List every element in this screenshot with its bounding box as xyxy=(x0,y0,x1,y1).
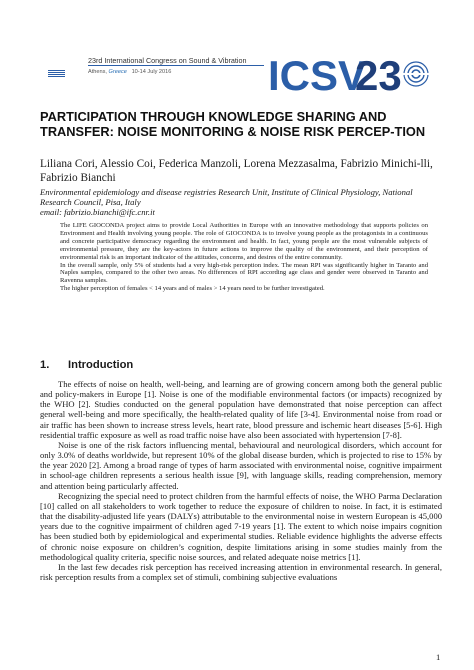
congress-header xyxy=(0,44,474,104)
paper-authors: Liliana Cori, Alessio Coi, Federica Manzoli, Lorena Mezzasalma, Fabrizio Minichi-lli, Fabrizio Bianchi xyxy=(40,158,433,184)
paper-title: PARTICIPATION THROUGH KNOWLEDGE SHARING AND TRANSFER: NOISE MONITORING & NOISE RISK PERCEP-TION xyxy=(40,109,426,139)
header-rule xyxy=(88,65,264,66)
body-text xyxy=(40,379,442,582)
page-number: 1 xyxy=(436,652,441,662)
congress-name: 23rd International Congress on Sound & Vibration xyxy=(88,56,247,65)
greek-flag-icon xyxy=(48,70,65,77)
congress-dates: 10-14 July 2016 xyxy=(131,69,172,75)
affiliation-block xyxy=(40,187,440,218)
body-paragraph: Noise is one of the risk factors influencing mental, behavioural and neurological disorders, which account for only 3.0% of deaths worldwide, but represent 10% of the global disease burden, which is projected to rise to 15% by the year 2020 [2]. Among a broad range of types of harm associated with environmental noise, cognitive impairment in school-age children represents a serious health issue [9], with language skills, reading comprehension, memory and attention being particularly affected. xyxy=(40,439,442,491)
section-heading xyxy=(40,359,133,371)
body-paragraph: Recognizing the special need to protect children from the harmful effects of noise, the WHO Parma Declaration [10] called on all stakeholders to work together to reduce the exposure of children to noise. In fact, it is estimated that the disability-adjusted life years (DALYs) attributable to the environmental noise in western European is 45,000 years due to the cognitive impairment of children aged 7-19 years [1]. The extent to which noise impairs cognition has been studied both by epidemiological and experimental studies. Reliable evidence highlights the adverse effects of chronic noise exposure on children’s cognition, despite limitations arising in some studies mainly from the methodological quality criteria, specific noise sources, and related adequate noise metrics [1]. xyxy=(40,490,442,562)
affiliation: Environmental epidemiology and disease registries Research Unit, Institute of Clinical Physiology, National Research Council, Pisa, Italy xyxy=(40,187,413,208)
icsv23-logo xyxy=(268,52,436,98)
location-prefix: Athens, xyxy=(88,69,107,75)
abstract-paragraph: In the overall sample, only 5% of students had a very high-risk perception index. The mean RPI was significantly higher in Taranto and Naples samples, compared to the other two areas. No differences of RPI according age class and gender were observed in Taranto and Ravenna samples. xyxy=(60,261,428,285)
abstract-paragraph: The LIFE GIOCONDA project aims to provide Local Authorities in Europe with an innovative methodology that supports policies on Environment and Health involving young people. The role of GIOCONDA is to involve young people as the protagonists in a continuous and concrete participative democracy regarding the environment and health. In fact, young people are the most vulnerable subjects of environmental pressure, they are the key-actors in future actions to improve the quality of the environment, and their perception of environmental risk is an important indicator of the attitudes, concerns, and desires of the entire community. xyxy=(60,222,428,261)
abstract-paragraph: The higher perception of females < 14 years and of males > 14 years need to be further investigated. xyxy=(60,285,325,293)
logo-text: ICSV xyxy=(268,52,367,98)
congress-location xyxy=(88,69,171,75)
section-title: Introduction xyxy=(68,359,134,371)
sound-wave-icon xyxy=(402,62,430,86)
location-city: Greece xyxy=(108,69,127,75)
body-paragraph: In the last few decades risk perception has received increasing attention in environmental research. In general, risk perception results from a complex set of stimuli, combining subjective evaluations xyxy=(40,561,442,582)
section-number: 1. xyxy=(40,359,50,371)
logo-number: 23 xyxy=(355,52,402,98)
abstract xyxy=(60,222,428,293)
contact-email: email: fabrizio.bianchi@ifc.cnr.it xyxy=(40,207,155,218)
body-paragraph: The effects of noise on health, well-being, and learning are of growing concern among both the general public and policy-makers in Europe [1]. Noise is one of the modifiable environmental factors (or impacts) recognized by the WHO [2]. Studies conducted on the general population have demonstrated that noise perception can affect general well-being and more specifically, the health-related quality of life [3-4]. Environmental noise from road or air traffic has been shown to increase stress levels, heart rate, blood pressure and ischemic heart diseases [5-6]. High residential traffic exposure as well as road traffic noise have also been associated with hypertension [7-8]. xyxy=(40,379,442,440)
